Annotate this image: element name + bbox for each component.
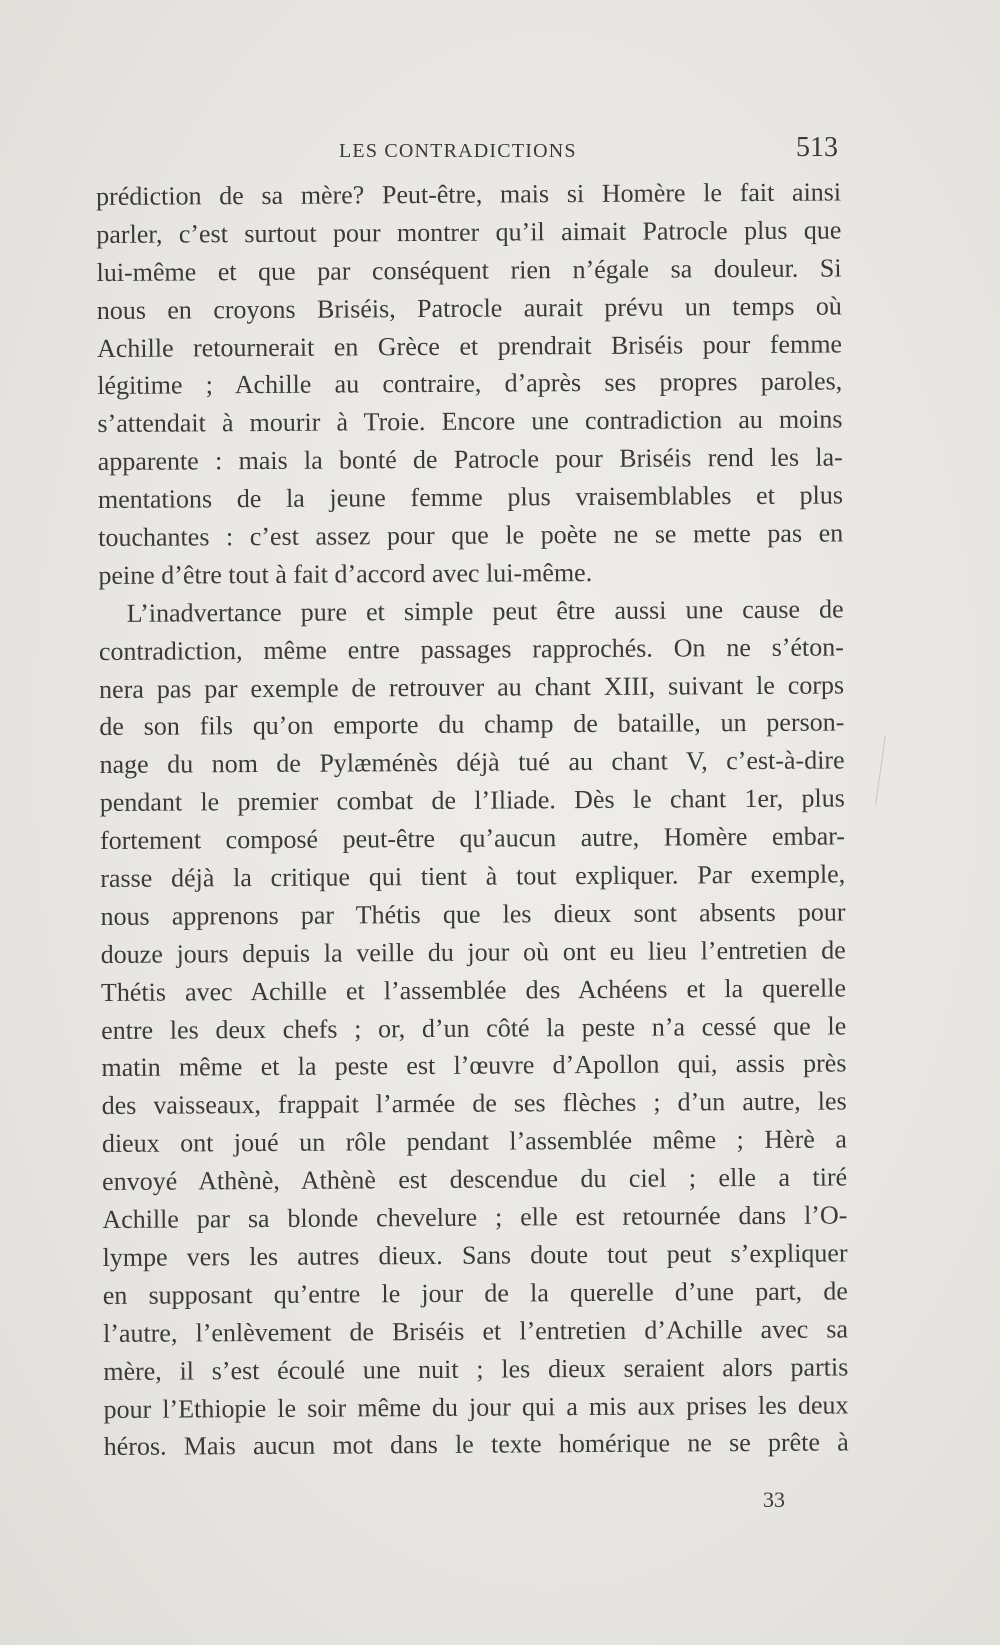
text-line: nage du nom de Pylæménès déjà tué au chant V, c’est-à-dire xyxy=(99,745,845,780)
text-line: nous en croyons Briséis, Patrocle aurait prévu un temps où xyxy=(96,291,842,325)
text-line: parler, c’est surtout pour montrer qu’il aimait Patrocle plus que xyxy=(96,215,842,249)
page-header xyxy=(96,132,840,176)
text-line: pour l’Ethiopie le soir même du jour qui a mis aux prises les deux xyxy=(103,1389,849,1424)
text-line: dieux ont joué un rôle pendant l’assemblée même ; Hèrè a xyxy=(101,1124,847,1159)
text-line: apparente : mais la bonté de Patrocle pour Briséis rend les la- xyxy=(97,442,843,477)
text-line: prédiction de sa mère? Peut-être, mais si Homère le fait ainsi xyxy=(96,177,842,211)
text-line: rasse déjà la critique qui tient à tout expliquer. Par exemple, xyxy=(100,859,846,894)
text-line: envoyé Athènè, Athènè est descendue du ciel ; elle a tiré xyxy=(102,1162,848,1197)
text-line: l’autre, l’enlèvement de Briséis et l’entretien d’Achille avec sa xyxy=(102,1314,849,1348)
text-line: héros. Mais aucun mot dans le texte homérique ne se prête à xyxy=(103,1427,849,1462)
text-line: peine d’être tout à fait d’accord avec lui-même. xyxy=(98,557,593,590)
text-line: contradiction, même entre passages rapprochés. On ne s’éton- xyxy=(98,632,844,666)
text-line: des vaisseaux, frappait l’armée de ses flèches ; d’un autre, les xyxy=(101,1086,847,1121)
text-line: douze jours depuis la veille du jour où ont eu lieu l’entretien de xyxy=(100,935,846,969)
text-line: nous apprenons par Thétis que les dieux sont absents pour xyxy=(100,897,846,931)
text-line: Achille par sa blonde chevelure ; elle est retournée dans l’O- xyxy=(102,1200,848,1235)
text-line: Thétis avec Achille et l’assemblée des Achéens et la querelle xyxy=(100,973,847,1007)
text-line: Achille retournerait en Grèce et prendrait Briséis pour femme xyxy=(96,329,843,363)
running-title: LES CONTRADICTIONS xyxy=(339,140,577,162)
text-line: de son fils qu’on emporte du champ de bataille, un person- xyxy=(99,707,845,742)
text-line: s’attendait à mourir à Troie. Encore une contradiction au moins xyxy=(97,404,843,439)
text-line: lui-même et que par conséquent rien n’égale sa douleur. Si xyxy=(96,253,842,287)
text-line: fortement composé peut-être qu’aucun autre, Homère embar- xyxy=(99,821,846,856)
body-text xyxy=(96,173,849,1466)
margin-pencil-mark xyxy=(875,735,886,804)
text-line: nera pas par exemple de retrouver au chant XIII, suivant le corps xyxy=(99,670,845,704)
page-number: 513 xyxy=(796,132,838,163)
text-line: légitime ; Achille au contraire, d’après ses propres paroles, xyxy=(97,366,843,401)
text-line: lympe vers les autres dieux. Sans doute tout peut s’expliquer xyxy=(102,1238,848,1272)
text-line: mentations de la jeune femme plus vraisemblables et plus xyxy=(97,480,844,515)
text-line: matin même et la peste est l’œuvre d’Apollon qui, assis près xyxy=(101,1048,847,1083)
text-line: touchantes : c’est assez pour que le poète ne se mette pas en xyxy=(98,518,844,553)
text-line: L’inadvertance pure et simple peut être aussi une cause de xyxy=(126,594,844,628)
text-line: mère, il s’est écoulé une nuit ; les dieux seraient alors partis xyxy=(103,1352,849,1386)
text-line: pendant le premier combat de l’Iliade. Dès le chant 1er, plus xyxy=(99,783,845,818)
signature-mark: 33 xyxy=(763,1487,785,1512)
text-line: entre les deux chefs ; or, d’un côté la peste n’a cessé que le xyxy=(101,1011,847,1045)
text-line: en supposant qu’entre le jour de la querelle d’une part, de xyxy=(102,1276,848,1310)
